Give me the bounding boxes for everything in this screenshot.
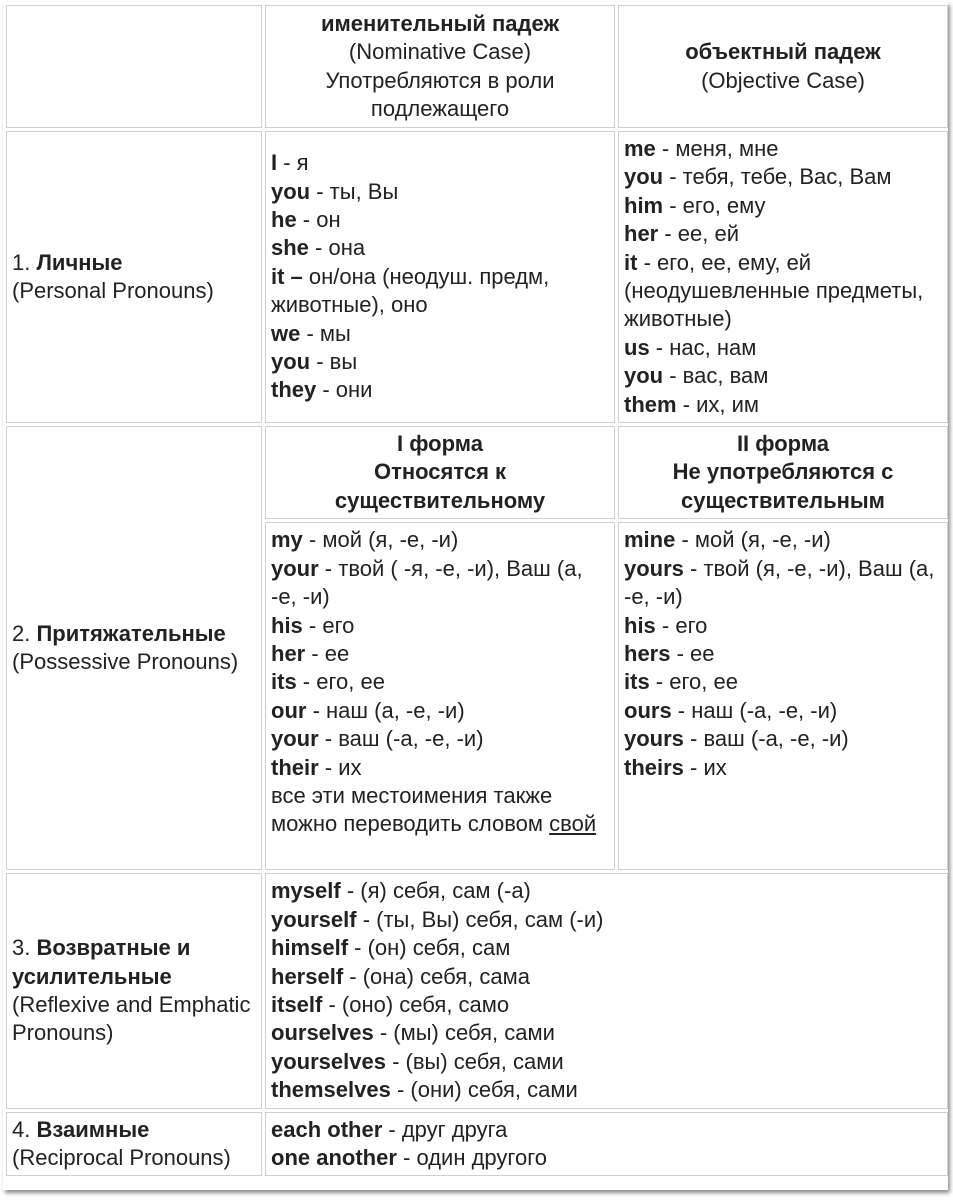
personal-nominative-list	[265, 131, 615, 423]
pronoun-word: yours	[624, 555, 684, 581]
pronoun-word: ours	[624, 697, 672, 723]
pronoun-word: theirs	[624, 754, 684, 780]
pronoun-translation: - (оно) себя, само	[322, 991, 510, 1017]
reciprocal-num: 4.	[12, 1116, 31, 1142]
objective-subtitle: (Objective Case)	[701, 67, 865, 93]
pronoun-entry	[271, 1116, 942, 1144]
pronoun-entry	[271, 640, 609, 668]
pronoun-translation: - (я) себя, сам (-а)	[340, 878, 531, 904]
possessive-note: все эти местоимения также можно переводить словом свой	[271, 782, 597, 837]
pronoun-translation: - ваш (-а, -е, -и)	[683, 726, 849, 752]
pronoun-translation: - они	[316, 377, 373, 403]
personal-label	[6, 131, 262, 423]
pronoun-word: itself	[271, 991, 323, 1017]
pronoun-word: myself	[271, 878, 341, 904]
pronoun-translation: - нас, нам	[649, 334, 757, 360]
pronoun-translation: - ваш (-а, -е, -и)	[318, 726, 484, 752]
pronoun-word: its	[624, 669, 650, 695]
reciprocal-list	[265, 1112, 948, 1177]
pronoun-translation: он/она (неодуш. предм, животные), оно	[271, 263, 550, 318]
pronoun-word: his	[271, 612, 303, 638]
header-empty-cell	[6, 5, 262, 128]
possessive-form1-list	[271, 526, 609, 782]
pronoun-word: you	[271, 178, 311, 204]
pronoun-entry	[271, 934, 942, 962]
personal-name: Личные	[36, 249, 123, 275]
pronoun-word: each other	[271, 1116, 383, 1142]
reflexive-list	[265, 873, 948, 1108]
pronoun-translation: - (она) себя, сама	[343, 963, 530, 989]
pronoun-word: you	[624, 164, 664, 190]
pronoun-word: your	[271, 726, 319, 752]
pronoun-word: her	[271, 640, 306, 666]
pronoun-entry	[271, 754, 609, 782]
pronoun-translation: - вы	[310, 349, 358, 375]
pronoun-translation: - его, ее, ему, ей (неодушевленные предметы, животные)	[624, 249, 924, 332]
pronoun-translation: - ее, ей	[658, 221, 740, 247]
pronoun-word: he	[271, 207, 297, 233]
pronoun-word: himself	[271, 935, 349, 961]
pronoun-translation: - его	[302, 612, 355, 638]
pronoun-translation: - ее	[305, 640, 350, 666]
pronoun-entry	[271, 555, 609, 612]
possessive-en: (Possessive Pronouns)	[12, 649, 239, 675]
pronoun-entry	[271, 697, 609, 725]
possessive-note-word: свой	[549, 811, 597, 837]
pronoun-translation: - меня, мне	[655, 136, 779, 161]
personal-row	[6, 131, 948, 423]
pronoun-entry	[624, 668, 942, 696]
nominative-header	[265, 5, 615, 128]
pronoun-entry	[271, 1144, 942, 1172]
pronoun-translation: - мы	[300, 320, 351, 346]
form1-title: I форма	[397, 431, 483, 457]
pronoun-word: yourselves	[271, 1048, 386, 1074]
pronoun-entry	[271, 906, 942, 934]
pronoun-translation: - друг друга	[382, 1116, 508, 1142]
pronoun-translation: - один другого	[396, 1144, 547, 1170]
pronoun-translation: - их, им	[676, 391, 760, 417]
pronoun-entry	[271, 263, 609, 320]
pronoun-entry	[624, 697, 942, 725]
reflexive-en: (Reflexive and Emphatic Pronouns)	[12, 991, 251, 1046]
reflexive-name: Возвратные и усилительные	[12, 935, 191, 989]
pronoun-entry	[271, 348, 609, 376]
pronoun-entry	[271, 963, 942, 991]
pronoun-translation: - мой (я, -е, -и)	[302, 527, 459, 553]
pronoun-translation: - (он) себя, сам	[348, 935, 511, 961]
reciprocal-label	[6, 1112, 262, 1177]
pronoun-entry	[271, 1048, 942, 1076]
pronoun-entry	[624, 192, 942, 220]
personal-num: 1.	[12, 249, 31, 275]
pronoun-entry	[624, 526, 942, 554]
possessive-name: Притяжательные	[36, 620, 226, 646]
pronoun-word: she	[271, 235, 309, 261]
pronoun-word: you	[624, 363, 664, 389]
pronoun-entry	[624, 612, 942, 640]
objective-header	[618, 5, 948, 128]
reciprocal-en: (Reciprocal Pronouns)	[12, 1144, 231, 1170]
pronoun-translation: - его, ее	[649, 669, 738, 695]
pronoun-entry	[624, 555, 942, 612]
pronoun-translation: - их	[318, 754, 362, 780]
nominative-note: Употребляются в роли подлежащего	[325, 67, 555, 121]
pronoun-word: its	[271, 669, 297, 695]
pronoun-translation: - наш (-а, -е, -и)	[671, 697, 838, 723]
pronoun-translation: - он	[296, 207, 341, 233]
possessive-num: 2.	[12, 620, 31, 646]
reflexive-label	[6, 873, 262, 1108]
possessive-form2-header	[618, 426, 948, 519]
possessive-header-row	[6, 426, 948, 519]
pronoun-entry	[271, 149, 609, 177]
pronoun-translation: - она	[308, 235, 366, 261]
possessive-form2-list	[618, 522, 948, 870]
possessive-form1-cell	[265, 522, 615, 870]
personal-objective-list	[618, 131, 948, 423]
pronoun-entry	[624, 362, 942, 390]
pronoun-translation: - тебя, тебе, Вас, Вам	[663, 164, 892, 190]
pronoun-translation: - его	[655, 612, 708, 638]
pronoun-translation: - мой (я, -е, -и)	[675, 527, 831, 553]
objective-title: объектный падеж	[685, 39, 881, 65]
pronoun-word: me	[624, 136, 656, 161]
pronoun-word: our	[271, 697, 307, 723]
pronoun-translation: - ты, Вы	[310, 178, 399, 204]
pronoun-word: you	[271, 349, 311, 375]
pronoun-translation: - (они) себя, сами	[390, 1077, 578, 1103]
form2-title: II форма	[736, 431, 830, 457]
pronoun-word: herself	[271, 963, 344, 989]
pronoun-entry	[624, 334, 942, 362]
pronoun-word: it –	[271, 263, 303, 289]
pronoun-entry	[271, 178, 609, 206]
pronoun-word: it	[624, 249, 638, 275]
pronoun-entry	[271, 320, 609, 348]
pronoun-translation: - твой ( -я, -е, -и), Ваш (а, -е, -и)	[271, 555, 583, 610]
pronoun-entry	[624, 135, 942, 163]
personal-en: (Personal Pronouns)	[12, 278, 214, 304]
reflexive-num: 3.	[12, 935, 31, 961]
reflexive-row	[6, 873, 948, 1108]
pronoun-entry	[271, 725, 609, 753]
form2-desc: Не употребляются с существительным	[672, 459, 894, 513]
pronoun-translation: - наш (а, -е, -и)	[306, 697, 465, 723]
pronoun-translation: - его, ее	[296, 669, 385, 695]
pronoun-translation: - твой (я, -е, -и), Ваш (а, -е, -и)	[624, 555, 935, 610]
pronoun-word: they	[271, 377, 317, 403]
nominative-title: именительный падеж	[320, 10, 560, 36]
header-row	[6, 5, 948, 128]
pronoun-word: ourselves	[271, 1020, 374, 1046]
pronoun-translation: - я	[277, 150, 309, 176]
pronoun-word: him	[624, 192, 664, 218]
nominative-subtitle: (Nominative Case)	[348, 39, 532, 65]
pronoun-entry	[271, 877, 942, 905]
pronoun-word: I	[271, 150, 278, 176]
pronoun-entry	[271, 1019, 942, 1047]
pronoun-entry	[624, 163, 942, 191]
reciprocal-row	[6, 1112, 948, 1177]
pronoun-entry	[624, 391, 942, 419]
pronoun-entry	[271, 376, 609, 404]
pronoun-entry	[271, 1076, 942, 1104]
pronoun-word: them	[624, 391, 677, 417]
pronoun-entry	[624, 754, 942, 782]
pronoun-table	[3, 2, 951, 1179]
pronoun-entry	[271, 234, 609, 262]
pronoun-translation: - его, ему	[663, 192, 766, 218]
pronoun-word: hers	[624, 640, 671, 666]
pronoun-entry	[624, 725, 942, 753]
pronoun-entry	[624, 220, 942, 248]
pronoun-word: my	[271, 527, 303, 553]
pronoun-word: his	[624, 612, 656, 638]
pronoun-word: their	[271, 754, 319, 780]
pronoun-word: yours	[624, 726, 684, 752]
pronoun-word: mine	[624, 527, 676, 553]
pronoun-entry	[271, 612, 609, 640]
pronoun-word: themselves	[271, 1077, 391, 1103]
pronoun-entry	[271, 526, 609, 554]
form1-desc: Относятся к существительному	[334, 459, 546, 513]
reciprocal-name: Взаимные	[36, 1116, 150, 1142]
pronoun-translation: - ее	[670, 640, 715, 666]
pronoun-translation: - их	[683, 754, 727, 780]
possessive-label	[6, 426, 262, 870]
pronoun-entry	[624, 249, 942, 334]
pronoun-entry	[624, 640, 942, 668]
pronoun-translation: - (вы) себя, сами	[385, 1048, 564, 1074]
pronoun-word: we	[271, 320, 301, 346]
pronoun-word: us	[624, 334, 650, 360]
pronoun-word: one another	[271, 1144, 397, 1170]
pronoun-translation: - (мы) себя, сами	[373, 1020, 555, 1046]
pronoun-word: yourself	[271, 906, 357, 932]
pronoun-entry	[271, 668, 609, 696]
pronoun-table-frame	[3, 2, 948, 1190]
pronoun-word: her	[624, 221, 659, 247]
pronoun-translation: - (ты, Вы) себя, сам (-и)	[356, 906, 604, 932]
pronoun-translation: - вас, вам	[663, 363, 769, 389]
possessive-form1-header	[265, 426, 615, 519]
pronoun-entry	[271, 206, 609, 234]
pronoun-entry	[271, 991, 942, 1019]
pronoun-word: your	[271, 555, 319, 581]
